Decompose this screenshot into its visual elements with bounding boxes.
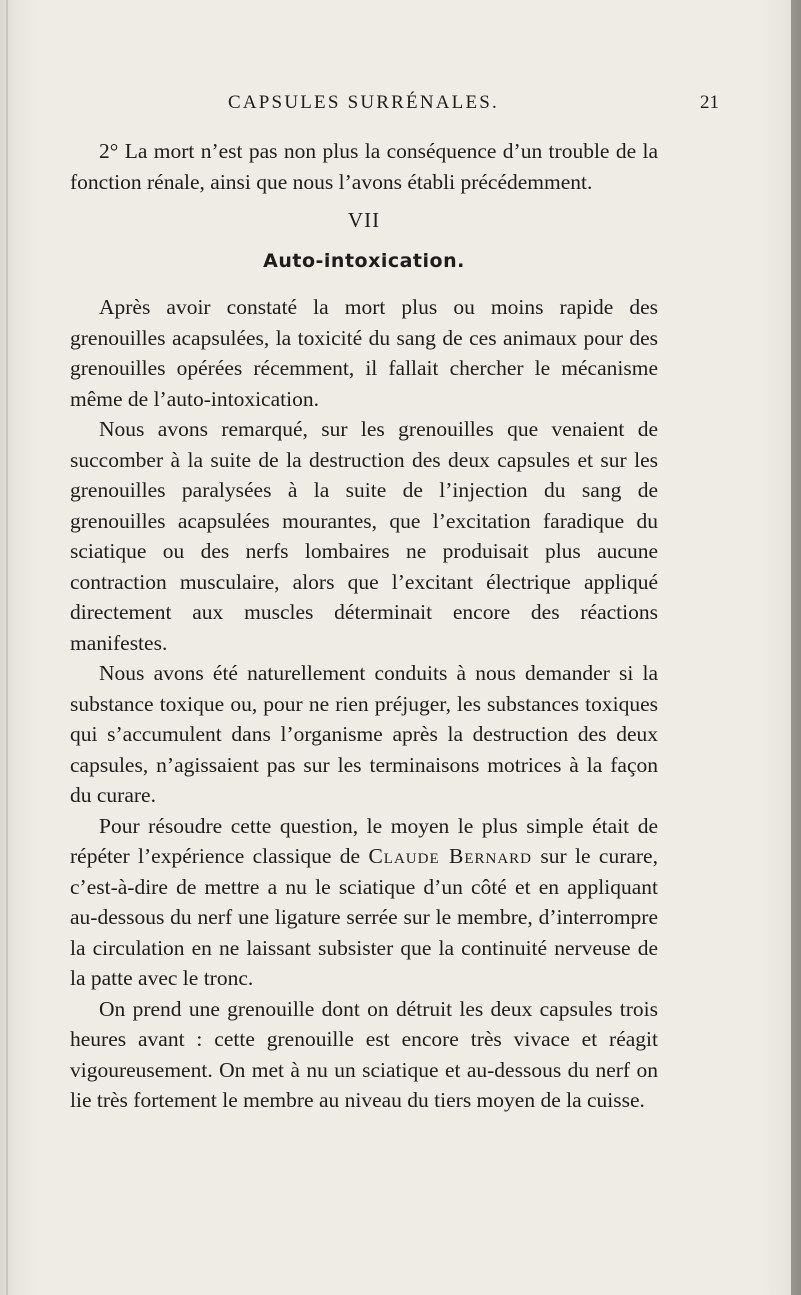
paragraph-5: On prend une grenouille dont on détruit les deux capsules trois heures avant : cette grenouille est encore très vivace et réagit vigoureusement. On met à nu un sciatique et au-dessous du nerf on lie très fortement le membre au niveau du tiers moyen de la cuisse. [70,996,658,1112]
paragraph-1: Après avoir constaté la mort plus ou moins rapide des grenouilles acapsulées, la toxicité du sang de ces animaux pour des grenouilles opérées récemment, il fallait chercher le mécanisme même de l’auto-intoxication. [70,295,658,411]
binding-gutter [6,0,8,1295]
paragraph-intro: 2° La mort n’est pas non plus la conséquence d’un trouble de la fonction rénale, ainsi que nous l’avons établi précédemment. [70,139,658,194]
page-body [70,136,658,1116]
author-name: Claude Bernard [368,844,533,868]
section-title: Auto-intoxication. [263,249,465,272]
section-number: VII [347,208,381,232]
paragraph-3: Nous avons été naturellement conduits à nous demander si la substance toxique ou, pour ne rien préjuger, les substances toxiques qui s’accumulent dans l’organisme après la destruction des deux capsules, n’agissaient pas sur les terminaisons motrices à la façon du curare. [70,661,658,807]
page-number: 21 [700,92,719,113]
running-header: CAPSULES SURRÉNALES. [228,92,499,113]
paragraph-4-start: Pour résoudre cette question, le moyen le plus simple était de répéter l’expérience classique de [70,813,658,868]
page-edge-shadow [791,0,801,1295]
paragraph-2: Nous avons remarqué, sur les grenouilles que venaient de succomber à la suite de la destruction des deux capsules et sur les grenouilles paralysées à la suite de l’injection du sang de grenouilles acapsulées mourantes, que l’excitation faradique du sciatique ou des nerfs lombaires ne produisait plus aucune contraction musculaire, alors que l’excitant électrique appliqué directement aux muscles déterminait encore des réactions manifestes. [70,417,658,655]
paragraph-4-end: sur le curare, c’est-à-dire de mettre a nu le sciatique d’un côté et en appliquant au-dessous du nerf une ligature serrée sur le membre, d’interrompre la circulation en ne laissant subsister que la continuité nerveuse de la patte avec le tronc. [70,844,658,990]
paragraph-4 [70,811,658,994]
